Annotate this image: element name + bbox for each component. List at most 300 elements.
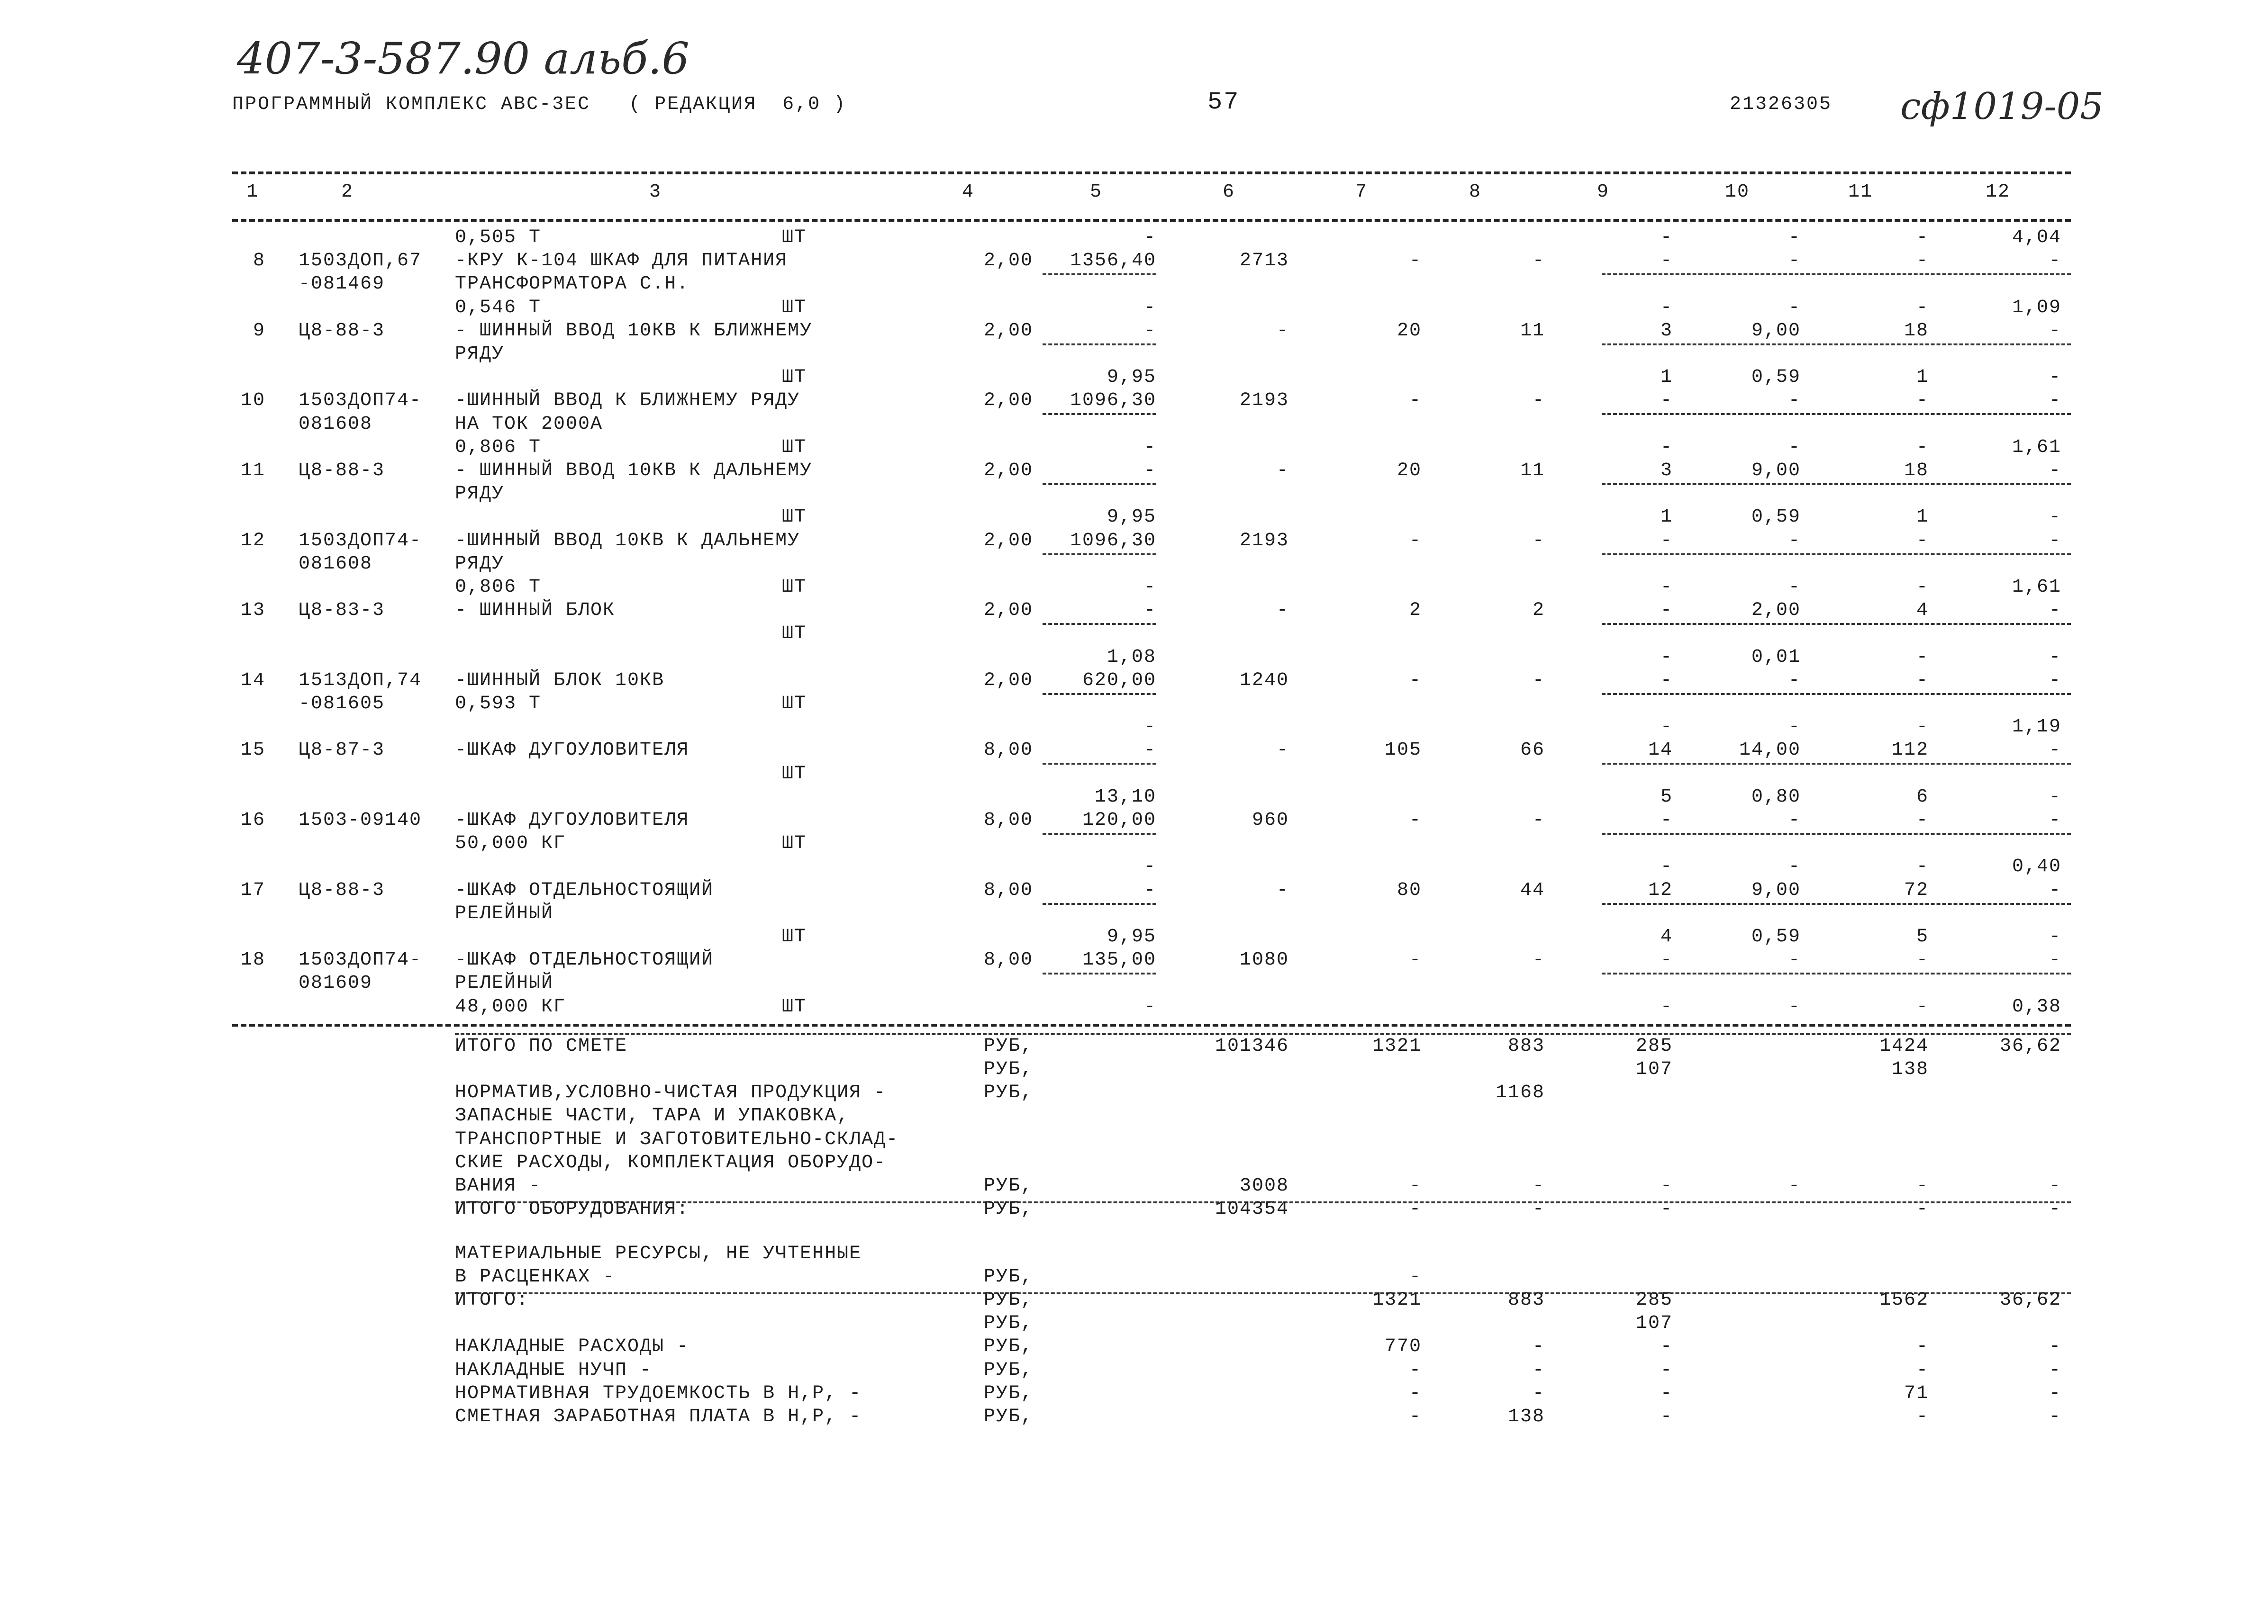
cell-c12: 1,09 <box>2012 297 2061 318</box>
program-header: ПРОГРАММНЫЙ КОМПЛЕКС АВС-3ЕС ( РЕДАКЦИЯ 6,0 ) <box>232 94 847 115</box>
cell-c8: - <box>1532 949 1545 971</box>
cell-c11: 4 <box>1916 600 1929 622</box>
cell-c7: - <box>1409 669 1422 691</box>
cell-c12: - <box>2049 1382 2061 1404</box>
cell-desc: НА ТОК 2000А <box>455 413 603 435</box>
cell-t: 104354 <box>1215 1199 1289 1220</box>
cell-c7: 1321 <box>1372 1290 1422 1311</box>
cell-c10: 0,80 <box>1751 786 1801 808</box>
cell-c10: - <box>1788 297 1801 318</box>
cell-c11: - <box>1916 530 1929 551</box>
cell-c10: 0,59 <box>1751 506 1801 528</box>
cell-c11: - <box>1916 996 1929 1018</box>
cell-c9: 107 <box>1635 1059 1673 1080</box>
column-number-7: 7 <box>1355 181 1368 203</box>
cell-t: 2193 <box>1239 390 1289 412</box>
cell-c12: 36,62 <box>1999 1035 2061 1057</box>
cell-unit: ШТ <box>782 506 807 528</box>
cell-q: РУБ, <box>983 1313 1033 1335</box>
cell-c12: - <box>2049 320 2061 342</box>
cell-code: -081605 <box>299 693 385 714</box>
cell-desc: -ШКАФ ДУГОУЛОВИТЕЛЯ <box>455 810 689 831</box>
cell-c11: - <box>1916 1336 1929 1358</box>
cell-c7: - <box>1409 1359 1422 1381</box>
cell-c10: - <box>1788 949 1801 971</box>
column-number-11: 11 <box>1848 181 1873 203</box>
cell-desc: РЯДУ <box>455 483 505 505</box>
cell-c10: - <box>1788 669 1801 691</box>
cell-n: 18 <box>240 949 265 971</box>
cell-c11: 5 <box>1916 926 1929 947</box>
dashed-separator <box>1602 483 2071 485</box>
cell-c8: - <box>1532 810 1545 831</box>
cell-q: 8,00 <box>983 740 1033 761</box>
cell-c9: 12 <box>1648 879 1673 901</box>
cell-c12: - <box>2049 1175 2061 1197</box>
cell-c12: - <box>2049 926 2061 947</box>
cell-c9: - <box>1660 949 1673 971</box>
cell-desc: РЕЛЕЙНЫЙ <box>455 902 554 924</box>
cell-c9: - <box>1660 996 1673 1018</box>
cell-p: 1096,30 <box>1070 390 1156 412</box>
cell-p: 1,08 <box>1107 646 1156 668</box>
cell-p: 9,95 <box>1107 367 1156 388</box>
section-rule <box>455 1033 2071 1035</box>
column-number-3: 3 <box>649 181 662 203</box>
cell-c12: - <box>2049 460 2061 481</box>
cell-c11: - <box>1916 856 1929 878</box>
cell-p: 13,10 <box>1094 786 1156 808</box>
cell-c10: - <box>1788 716 1801 738</box>
cell-desc: -ШИННЫЙ ВВОД К БЛИЖНЕМУ РЯДУ <box>455 390 800 412</box>
cell-n: 11 <box>240 460 265 481</box>
cell-c7: - <box>1409 1266 1422 1288</box>
cell-unit: ШТ <box>782 833 807 855</box>
cell-c9: 107 <box>1635 1313 1673 1335</box>
cell-p: - <box>1143 320 1156 342</box>
cell-unit: ШТ <box>782 227 807 248</box>
cell-c8: - <box>1532 1359 1545 1381</box>
cell-code: Ц8-83-3 <box>299 600 385 622</box>
cell-t: - <box>1276 460 1289 481</box>
cell-c12: - <box>2049 879 2061 901</box>
cell-n: 9 <box>253 320 265 342</box>
cell-p: 1096,30 <box>1070 530 1156 551</box>
cell-c7: - <box>1409 250 1422 272</box>
cell-desc: -ШИННЫЙ ВВОД 10КВ К ДАЛЬНЕМУ <box>455 530 800 551</box>
cell-c12: 1,19 <box>2012 716 2061 738</box>
cell-p: 9,95 <box>1107 506 1156 528</box>
cell-c9: - <box>1660 436 1673 458</box>
cell-c10: 9,00 <box>1751 879 1801 901</box>
cell-desc: 48,000 КГ <box>455 996 566 1018</box>
cell-n: 8 <box>253 250 265 272</box>
dashed-separator <box>1602 273 2071 275</box>
column-number-2: 2 <box>341 181 354 203</box>
cell-desc: ИТОГО ОБОРУДОВАНИЯ: <box>455 1199 689 1220</box>
cell-unit: ШТ <box>782 436 807 458</box>
cell-c12: - <box>2049 669 2061 691</box>
cell-c9: 1 <box>1660 367 1673 388</box>
cell-desc: -ШКАФ ОТДЕЛЬНОСТОЯЩИЙ <box>455 879 714 901</box>
column-number-8: 8 <box>1469 181 1482 203</box>
cell-q: 2,00 <box>983 320 1033 342</box>
cell-c10: 0,59 <box>1751 367 1801 388</box>
cell-c9: - <box>1660 390 1673 412</box>
cell-c9: - <box>1660 1336 1673 1358</box>
cell-code: Ц8-88-3 <box>299 460 385 481</box>
cell-c9: 4 <box>1660 926 1673 947</box>
cell-c9: - <box>1660 297 1673 318</box>
cell-q: 2,00 <box>983 669 1033 691</box>
cell-c7: - <box>1409 1382 1422 1404</box>
cell-unit: ШТ <box>782 367 807 388</box>
cell-p: - <box>1143 436 1156 458</box>
cell-unit: ШТ <box>782 623 807 645</box>
cell-c7: 20 <box>1397 320 1422 342</box>
cell-c11: 1 <box>1916 506 1929 528</box>
column-number-5: 5 <box>1090 181 1103 203</box>
cell-code: 1503ДОП,67 <box>299 250 422 272</box>
cell-c8: 11 <box>1520 320 1545 342</box>
cell-c12: - <box>2049 786 2061 808</box>
cell-desc: 0,806 Т <box>455 577 542 598</box>
cell-n: 10 <box>240 390 265 412</box>
cell-c12: - <box>2049 530 2061 551</box>
cell-unit: ШТ <box>782 926 807 947</box>
dashed-separator <box>1602 763 2071 765</box>
cell-c10: - <box>1788 996 1801 1018</box>
cell-q: 2,00 <box>983 250 1033 272</box>
cell-q: РУБ, <box>983 1290 1033 1311</box>
dashed-separator <box>1602 623 2071 625</box>
cell-c11: - <box>1916 646 1929 668</box>
cell-code: 1503ДОП74- <box>299 949 422 971</box>
cell-desc: ИТОГО ПО СМЕТЕ <box>455 1035 628 1057</box>
cell-c10: - <box>1788 250 1801 272</box>
cell-c9: - <box>1660 810 1673 831</box>
cell-c12: - <box>2049 646 2061 668</box>
cell-c9: 285 <box>1635 1035 1673 1057</box>
cell-desc: СМЕТНАЯ ЗАРАБОТНАЯ ПЛАТА В Н,Р, - <box>455 1406 862 1428</box>
cell-c9: 5 <box>1660 786 1673 808</box>
cell-c12: 4,04 <box>2012 227 2061 248</box>
cell-c11: - <box>1916 227 1929 248</box>
cell-q: РУБ, <box>983 1406 1033 1428</box>
cell-c12: - <box>2049 810 2061 831</box>
column-number-4: 4 <box>962 181 975 203</box>
cell-desc: В РАСЦЕНКАХ - <box>455 1266 616 1288</box>
cell-c9: - <box>1660 1406 1673 1428</box>
cell-c8: - <box>1532 1175 1545 1197</box>
cell-c10: - <box>1788 810 1801 831</box>
cell-t: - <box>1276 320 1289 342</box>
cell-p: - <box>1143 577 1156 598</box>
cell-unit: ШТ <box>782 577 807 598</box>
cell-c7: 80 <box>1397 879 1422 901</box>
cell-desc: - ШИННЫЙ ВВОД 10КВ К ДАЛЬНЕМУ <box>455 460 813 481</box>
cell-c9: - <box>1660 646 1673 668</box>
cell-c7: 1321 <box>1372 1035 1422 1057</box>
cell-t: 101346 <box>1215 1035 1289 1057</box>
dashed-separator <box>1043 973 1156 974</box>
cell-c11: 71 <box>1904 1382 1929 1404</box>
cell-q: РУБ, <box>983 1035 1033 1057</box>
cell-c12: - <box>2049 600 2061 622</box>
cell-c11: - <box>1916 390 1929 412</box>
cell-c9: - <box>1660 716 1673 738</box>
cell-c9: - <box>1660 600 1673 622</box>
dashed-separator <box>1043 553 1156 555</box>
cell-desc: ИТОГО: <box>455 1290 529 1311</box>
cell-c11: 6 <box>1916 786 1929 808</box>
cell-q: РУБ, <box>983 1336 1033 1358</box>
cell-c9: - <box>1660 530 1673 551</box>
cell-p: 120,00 <box>1082 810 1156 831</box>
cell-unit: ШТ <box>782 763 807 785</box>
cell-c8: - <box>1532 669 1545 691</box>
cell-c9: - <box>1660 577 1673 598</box>
page-number: 57 <box>1207 88 1240 116</box>
items-end-rule <box>232 1024 2071 1027</box>
cell-desc: 0,593 Т <box>455 693 542 714</box>
cell-c11: - <box>1916 297 1929 318</box>
cell-c7: 2 <box>1409 600 1422 622</box>
cell-c7: 105 <box>1384 740 1422 761</box>
cell-desc: РЯДУ <box>455 553 505 575</box>
dashed-separator <box>1602 693 2071 695</box>
cell-q: 2,00 <box>983 390 1033 412</box>
cell-t: - <box>1276 600 1289 622</box>
cell-p: 9,95 <box>1107 926 1156 947</box>
cell-p: - <box>1143 996 1156 1018</box>
cell-q: РУБ, <box>983 1175 1033 1197</box>
cell-c12: - <box>2049 1336 2061 1358</box>
cell-q: РУБ, <box>983 1382 1033 1404</box>
cell-c11: 72 <box>1904 879 1929 901</box>
cell-n: 17 <box>240 879 265 901</box>
cell-c7: 770 <box>1384 1336 1422 1358</box>
cell-c12: - <box>2049 1199 2061 1220</box>
cell-c11: - <box>1916 949 1929 971</box>
cell-p: - <box>1143 600 1156 622</box>
cell-desc: РЕЛЕЙНЫЙ <box>455 973 554 994</box>
cell-q: 8,00 <box>983 949 1033 971</box>
cell-desc: НОРМАТИВНАЯ ТРУДОЕМКОСТЬ В Н,Р, - <box>455 1382 862 1404</box>
cell-c10: - <box>1788 1175 1801 1197</box>
cell-code: 1503-09140 <box>299 810 422 831</box>
cell-c10: - <box>1788 856 1801 878</box>
cell-c10: - <box>1788 530 1801 551</box>
dashed-separator <box>1043 343 1156 345</box>
cell-desc: 0,505 Т <box>455 227 542 248</box>
cell-unit: ШТ <box>782 693 807 714</box>
cell-c12: 36,62 <box>1999 1290 2061 1311</box>
cell-c9: 14 <box>1648 740 1673 761</box>
cell-c8: 2 <box>1532 600 1545 622</box>
cell-q: РУБ, <box>983 1199 1033 1220</box>
cell-c11: - <box>1916 1359 1929 1381</box>
cell-p: - <box>1143 856 1156 878</box>
cell-c12: 0,40 <box>2012 856 2061 878</box>
handwritten-note-left: 407-3-587.90 альб.6 <box>237 33 689 84</box>
cell-c8: 44 <box>1520 879 1545 901</box>
cell-desc: 0,546 Т <box>455 297 542 318</box>
cell-code: 1503ДОП74- <box>299 390 422 412</box>
cell-c12: - <box>2049 949 2061 971</box>
cell-c8: - <box>1532 1199 1545 1220</box>
cell-q: РУБ, <box>983 1359 1033 1381</box>
cell-c12: 0,38 <box>2012 996 2061 1018</box>
cell-p: - <box>1143 740 1156 761</box>
cell-n: 13 <box>240 600 265 622</box>
cell-n: 16 <box>240 810 265 831</box>
cell-c10: - <box>1788 390 1801 412</box>
cell-q: 2,00 <box>983 460 1033 481</box>
cell-code: 1513ДОП,74 <box>299 669 422 691</box>
cell-c8: 883 <box>1507 1290 1545 1311</box>
cell-p: - <box>1143 716 1156 738</box>
cell-code: 1503ДОП74- <box>299 530 422 551</box>
cell-c11: - <box>1916 577 1929 598</box>
cell-p: 135,00 <box>1082 949 1156 971</box>
cell-desc: НАКЛАДНЫЕ РАСХОДЫ - <box>455 1336 689 1358</box>
cell-desc: -КРУ К-104 ШКАФ ДЛЯ ПИТАНИЯ <box>455 250 788 272</box>
cell-q: 8,00 <box>983 879 1033 901</box>
cell-c11: - <box>1916 1175 1929 1197</box>
cell-c11: - <box>1916 1199 1929 1220</box>
cell-q: 8,00 <box>983 810 1033 831</box>
cell-c12: - <box>2049 250 2061 272</box>
cell-c8: 1168 <box>1495 1082 1545 1104</box>
document-code: 21326305 <box>1730 94 1833 115</box>
cell-q: 2,00 <box>983 600 1033 622</box>
dashed-separator <box>1602 343 2071 345</box>
cell-c12: - <box>2049 390 2061 412</box>
cell-desc: -ШКАФ ОТДЕЛЬНОСТОЯЩИЙ <box>455 949 714 971</box>
cell-c10: 0,59 <box>1751 926 1801 947</box>
cell-c9: 3 <box>1660 460 1673 481</box>
cell-p: - <box>1143 227 1156 248</box>
dashed-separator <box>1602 973 2071 974</box>
cell-c10: - <box>1788 436 1801 458</box>
cell-p: - <box>1143 879 1156 901</box>
cell-c12: - <box>2049 1406 2061 1428</box>
cell-c9: - <box>1660 1175 1673 1197</box>
cell-c9: 285 <box>1635 1290 1673 1311</box>
cell-c7: - <box>1409 1199 1422 1220</box>
handwritten-note-right: сф1019-05 <box>1900 85 2104 128</box>
cell-c10: - <box>1788 227 1801 248</box>
cell-desc: ЗАПАСНЫЕ ЧАСТИ, ТАРА И УПАКОВКА, <box>455 1105 850 1127</box>
cell-c11: - <box>1916 810 1929 831</box>
cell-desc: - ШИННЫЙ ВВОД 10КВ К БЛИЖНЕМУ <box>455 320 813 342</box>
cell-c11: - <box>1916 669 1929 691</box>
cell-c11: 18 <box>1904 460 1929 481</box>
cell-code: Ц8-88-3 <box>299 320 385 342</box>
cell-c8: 66 <box>1520 740 1545 761</box>
cell-code: Ц8-88-3 <box>299 879 385 901</box>
cell-c7: - <box>1409 530 1422 551</box>
cell-n: 14 <box>240 669 265 691</box>
cell-c12: - <box>2049 1359 2061 1381</box>
cell-desc: - ШИННЫЙ БЛОК <box>455 600 616 622</box>
cell-t: - <box>1276 879 1289 901</box>
cell-c7: - <box>1409 1406 1422 1428</box>
dashed-separator <box>1043 273 1156 275</box>
cell-c11: - <box>1916 436 1929 458</box>
dashed-separator <box>1602 833 2071 835</box>
cell-desc: ТРАНСПОРТНЫЕ И ЗАГОТОВИТЕЛЬНО-СКЛАД- <box>455 1128 899 1150</box>
cell-unit: ШТ <box>782 297 807 318</box>
dashed-separator <box>1602 553 2071 555</box>
cell-desc: НАКЛАДНЫЕ НУЧП - <box>455 1359 653 1381</box>
cell-q: РУБ, <box>983 1059 1033 1080</box>
cell-c12: 1,61 <box>2012 577 2061 598</box>
cell-c10: - <box>1788 577 1801 598</box>
cell-q: РУБ, <box>983 1266 1033 1288</box>
dashed-separator <box>1043 833 1156 835</box>
cell-c10: 14,00 <box>1739 740 1801 761</box>
cell-code: 081609 <box>299 973 373 994</box>
cell-desc: ВАНИЯ - <box>455 1175 542 1197</box>
cell-c8: - <box>1532 1336 1545 1358</box>
cell-c8: 138 <box>1507 1406 1545 1428</box>
cell-c9: - <box>1660 669 1673 691</box>
column-number-1: 1 <box>246 181 259 203</box>
cell-p: - <box>1143 297 1156 318</box>
cell-c8: - <box>1532 530 1545 551</box>
dashed-separator <box>1043 763 1156 765</box>
cell-p: - <box>1143 460 1156 481</box>
cell-q: 2,00 <box>983 530 1033 551</box>
cell-c11: 112 <box>1891 740 1929 761</box>
cell-c8: - <box>1532 390 1545 412</box>
cell-c7: - <box>1409 810 1422 831</box>
cell-p: 1356,40 <box>1070 250 1156 272</box>
dashed-separator <box>1602 903 2071 905</box>
cell-q: РУБ, <box>983 1082 1033 1104</box>
cell-desc: ТРАНСФОРМАТОРА С.Н. <box>455 273 689 295</box>
cell-c9: - <box>1660 1382 1673 1404</box>
cell-c7: - <box>1409 949 1422 971</box>
cell-c11: 1424 <box>1879 1035 1929 1057</box>
cell-c9: 1 <box>1660 506 1673 528</box>
dashed-separator <box>1043 903 1156 905</box>
cell-c12: 1,61 <box>2012 436 2061 458</box>
cell-c9: - <box>1660 1199 1673 1220</box>
cell-code: 081608 <box>299 413 373 435</box>
cell-t: 2193 <box>1239 530 1289 551</box>
cell-c7: - <box>1409 1175 1422 1197</box>
cell-c10: 9,00 <box>1751 320 1801 342</box>
cell-c11: 138 <box>1891 1059 1929 1080</box>
cell-c7: 20 <box>1397 460 1422 481</box>
cell-c8: 883 <box>1507 1035 1545 1057</box>
cell-c10: 2,00 <box>1751 600 1801 622</box>
dashed-separator <box>1043 623 1156 625</box>
cell-c12: - <box>2049 367 2061 388</box>
cell-c11: - <box>1916 1406 1929 1428</box>
dashed-separator <box>1043 483 1156 485</box>
dashed-separator <box>1602 413 2071 415</box>
cell-c12: - <box>2049 506 2061 528</box>
cell-code: Ц8-87-3 <box>299 740 385 761</box>
cell-c9: - <box>1660 227 1673 248</box>
cell-c12: - <box>2049 740 2061 761</box>
cell-p: 620,00 <box>1082 669 1156 691</box>
cell-c9: - <box>1660 856 1673 878</box>
